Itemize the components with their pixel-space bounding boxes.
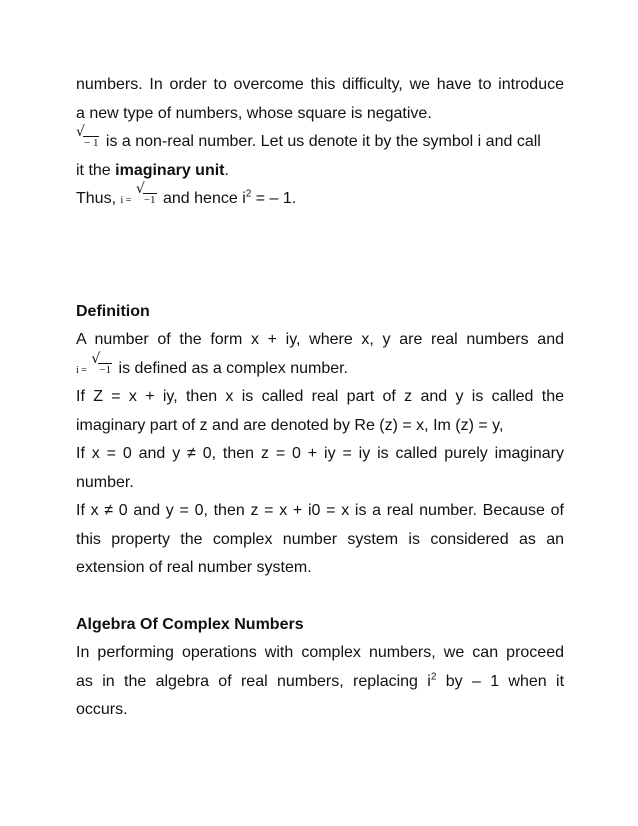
equation-i-equals: i = bbox=[120, 195, 132, 206]
square-root-symbol: √ −1 bbox=[135, 181, 156, 206]
paragraph-line: If x = 0 and y ≠ 0, then z = 0 + iy = iy is called purely imaginary bbox=[76, 445, 564, 462]
text-run: by – 1 when it bbox=[436, 672, 565, 690]
paragraph-line: extension of real number system. bbox=[76, 559, 312, 576]
paragraph-line: this property the complex number system is considered as an bbox=[76, 530, 564, 548]
text-run: . bbox=[224, 161, 229, 179]
text-run: it the bbox=[76, 161, 116, 179]
paragraph-line: numbers. In order to overcome this difficulty, we have to introduce bbox=[76, 76, 564, 93]
paragraph-line bbox=[76, 157, 564, 186]
equation-i-equals: i = bbox=[76, 364, 87, 376]
paragraph-line bbox=[76, 668, 564, 697]
paragraph-line: In performing operations with complex numbers, we can proceed bbox=[76, 644, 564, 661]
paragraph-line: a new type of numbers, whose square is negative. bbox=[76, 104, 432, 122]
paragraph-line bbox=[76, 181, 564, 214]
bold-term: imaginary unit bbox=[115, 161, 225, 179]
square-root-symbol: √ −1 bbox=[91, 350, 112, 376]
paragraph-line bbox=[76, 350, 564, 384]
paragraph-line: number. bbox=[76, 473, 134, 491]
section-heading-definition: Definition bbox=[76, 302, 150, 320]
paragraph-line: If Z = x + iy, then x is called real part of z and y is called the bbox=[76, 388, 564, 405]
radicand: −1 bbox=[99, 363, 112, 376]
paragraph-line: If x ≠ 0 and y = 0, then z = x + i0 = x is a real number. Because of bbox=[76, 502, 564, 519]
text-run: is a non-real number. Let us denote it by the symbol i and call bbox=[101, 133, 541, 150]
text-run: is defined as a complex number. bbox=[114, 359, 348, 377]
text-run: and hence i bbox=[158, 190, 246, 207]
radicand: −1 bbox=[143, 194, 156, 206]
square-root-symbol: √ − 1 bbox=[76, 124, 99, 149]
superscript: 2 bbox=[430, 671, 437, 683]
text-run: as in the algebra of real numbers, replacing i bbox=[76, 672, 431, 690]
section-heading-algebra: Algebra Of Complex Numbers bbox=[76, 615, 304, 633]
text-run: Thus, bbox=[76, 190, 121, 207]
radicand: − 1 bbox=[84, 137, 99, 149]
paragraph-line: A number of the form x + iy, where x, y are real numbers and bbox=[76, 331, 564, 348]
document-page bbox=[76, 71, 564, 725]
paragraph-line: occurs. bbox=[76, 701, 128, 718]
text-run: = – 1. bbox=[251, 190, 297, 207]
paragraph-line bbox=[76, 124, 564, 157]
paragraph-line: imaginary part of z and are denoted by Re (z) = x, Im (z) = y, bbox=[76, 416, 504, 434]
superscript: 2 bbox=[245, 188, 252, 200]
